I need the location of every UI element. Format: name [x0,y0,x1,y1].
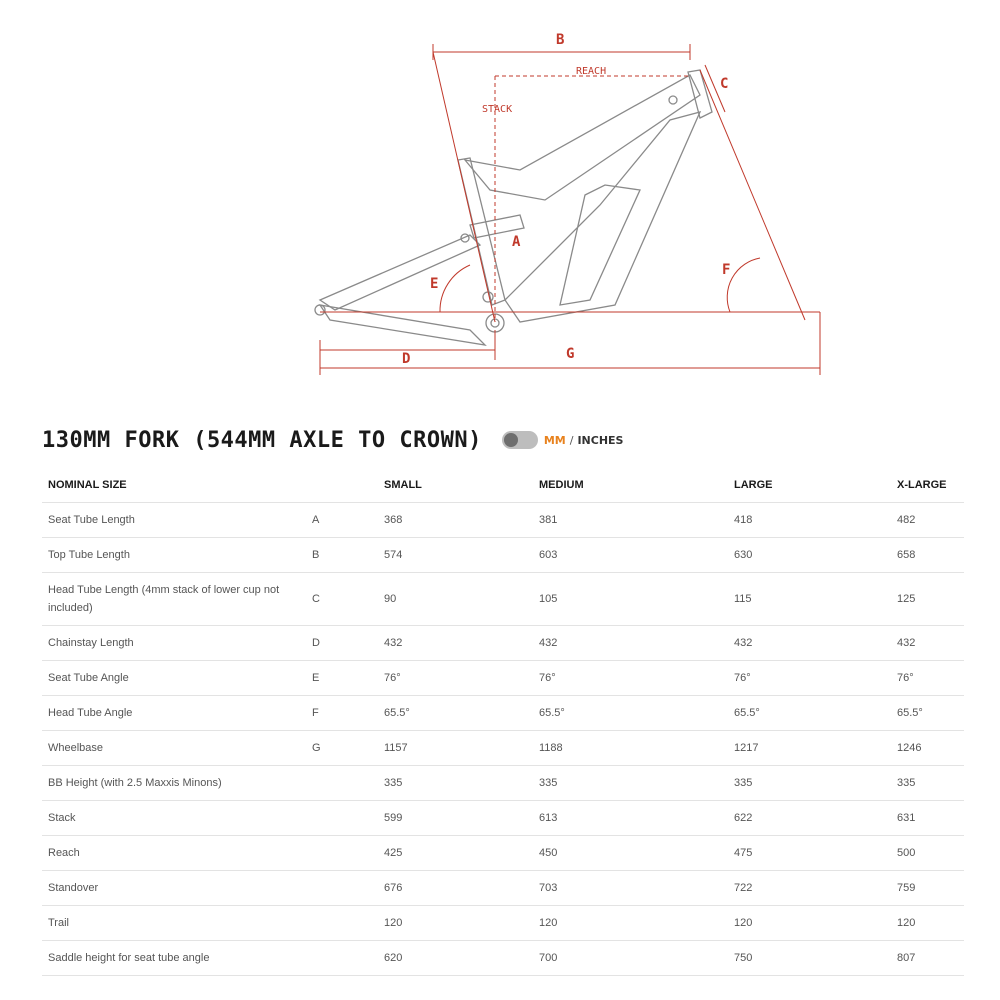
dim-label-b: B [556,32,565,48]
geometry-table [42,468,964,976]
dim-label-reach: REACH [576,66,607,77]
unit-toggle-switch[interactable] [502,431,538,449]
table-row [42,731,964,766]
table-row [42,906,964,941]
row-name: Saddle height for seat tube angle [42,941,306,976]
dim-label-stack: STACK [482,104,513,115]
dim-label-f: F [722,262,731,278]
cell-medium: 105 [533,573,728,626]
col-header-medium: MEDIUM [533,468,728,503]
col-header-code [306,468,378,503]
cell-xlarge: 125 [891,573,964,626]
cell-large: 1217 [728,731,891,766]
cell-medium: 703 [533,871,728,906]
frame-geometry-svg [0,0,1000,395]
cell-xlarge: 500 [891,836,964,871]
cell-xlarge: 120 [891,906,964,941]
unit-separator: / [569,433,574,447]
row-name: Head Tube Length (4mm stack of lower cup not included) [42,573,306,626]
table-row [42,766,964,801]
table-row [42,836,964,871]
cell-large: 630 [728,538,891,573]
table-row [42,626,964,661]
cell-small: 76° [378,661,533,696]
cell-large: 722 [728,871,891,906]
unit-mm-label[interactable]: MM [543,433,566,447]
row-code [306,941,378,976]
row-code: F [306,696,378,731]
cell-large: 622 [728,801,891,836]
cell-large: 65.5° [728,696,891,731]
cell-large: 418 [728,503,891,538]
cell-small: 335 [378,766,533,801]
row-name: Trail [42,906,306,941]
col-header-large: LARGE [728,468,891,503]
cell-medium: 450 [533,836,728,871]
dim-label-a: A [512,234,521,250]
cell-medium: 1188 [533,731,728,766]
cell-xlarge: 76° [891,661,964,696]
row-name: Reach [42,836,306,871]
row-name: Stack [42,801,306,836]
table-row [42,801,964,836]
row-code [306,906,378,941]
dim-label-c: C [720,76,729,92]
row-name: BB Height (with 2.5 Maxxis Minons) [42,766,306,801]
toggle-knob [504,433,518,447]
row-code [306,766,378,801]
row-code: A [306,503,378,538]
table-row [42,696,964,731]
dim-label-g: G [566,346,575,362]
row-code [306,836,378,871]
row-name: Standover [42,871,306,906]
cell-large: 120 [728,906,891,941]
cell-medium: 120 [533,906,728,941]
table-row [42,573,964,626]
cell-small: 1157 [378,731,533,766]
table-row [42,661,964,696]
cell-large: 115 [728,573,891,626]
row-name: Seat Tube Length [42,503,306,538]
cell-small: 90 [378,573,533,626]
row-name: Top Tube Length [42,538,306,573]
cell-medium: 65.5° [533,696,728,731]
row-code: B [306,538,378,573]
cell-xlarge: 432 [891,626,964,661]
cell-large: 475 [728,836,891,871]
cell-small: 368 [378,503,533,538]
table-row [42,871,964,906]
col-header-nominal-size: NOMINAL SIZE [42,468,306,503]
unit-inches-label[interactable]: INCHES [577,433,624,447]
cell-small: 676 [378,871,533,906]
row-code: C [306,573,378,626]
cell-small: 65.5° [378,696,533,731]
cell-xlarge: 1246 [891,731,964,766]
cell-medium: 381 [533,503,728,538]
col-header-xlarge: X-LARGE [891,468,964,503]
dim-label-e: E [430,276,439,292]
row-name: Head Tube Angle [42,696,306,731]
table-row [42,941,964,976]
cell-large: 750 [728,941,891,976]
row-code: D [306,626,378,661]
cell-medium: 603 [533,538,728,573]
cell-xlarge: 658 [891,538,964,573]
cell-xlarge: 807 [891,941,964,976]
cell-small: 120 [378,906,533,941]
cell-small: 432 [378,626,533,661]
row-name: Wheelbase [42,731,306,766]
dim-label-d: D [402,351,411,367]
cell-xlarge: 65.5° [891,696,964,731]
cell-small: 574 [378,538,533,573]
cell-small: 425 [378,836,533,871]
cell-small: 599 [378,801,533,836]
cell-xlarge: 631 [891,801,964,836]
cell-large: 432 [728,626,891,661]
row-name: Seat Tube Angle [42,661,306,696]
col-header-small: SMALL [378,468,533,503]
page-title: 130MM FORK (544MM AXLE TO CROWN) [42,427,482,453]
cell-medium: 335 [533,766,728,801]
cell-xlarge: 335 [891,766,964,801]
row-code: E [306,661,378,696]
cell-medium: 613 [533,801,728,836]
dimension-lines [320,44,820,375]
row-name: Chainstay Length [42,626,306,661]
cell-large: 76° [728,661,891,696]
table-row [42,538,964,573]
row-code: G [306,731,378,766]
cell-xlarge: 482 [891,503,964,538]
table-row [42,503,964,538]
row-code [306,871,378,906]
row-code [306,801,378,836]
bike-frame-drawing [315,70,712,345]
cell-medium: 76° [533,661,728,696]
cell-large: 335 [728,766,891,801]
cell-medium: 700 [533,941,728,976]
geometry-title-row [42,420,623,460]
cell-medium: 432 [533,626,728,661]
table-header-row [42,468,964,503]
geometry-diagram [0,0,1000,395]
unit-toggle-group [502,431,624,449]
cell-small: 620 [378,941,533,976]
cell-xlarge: 759 [891,871,964,906]
